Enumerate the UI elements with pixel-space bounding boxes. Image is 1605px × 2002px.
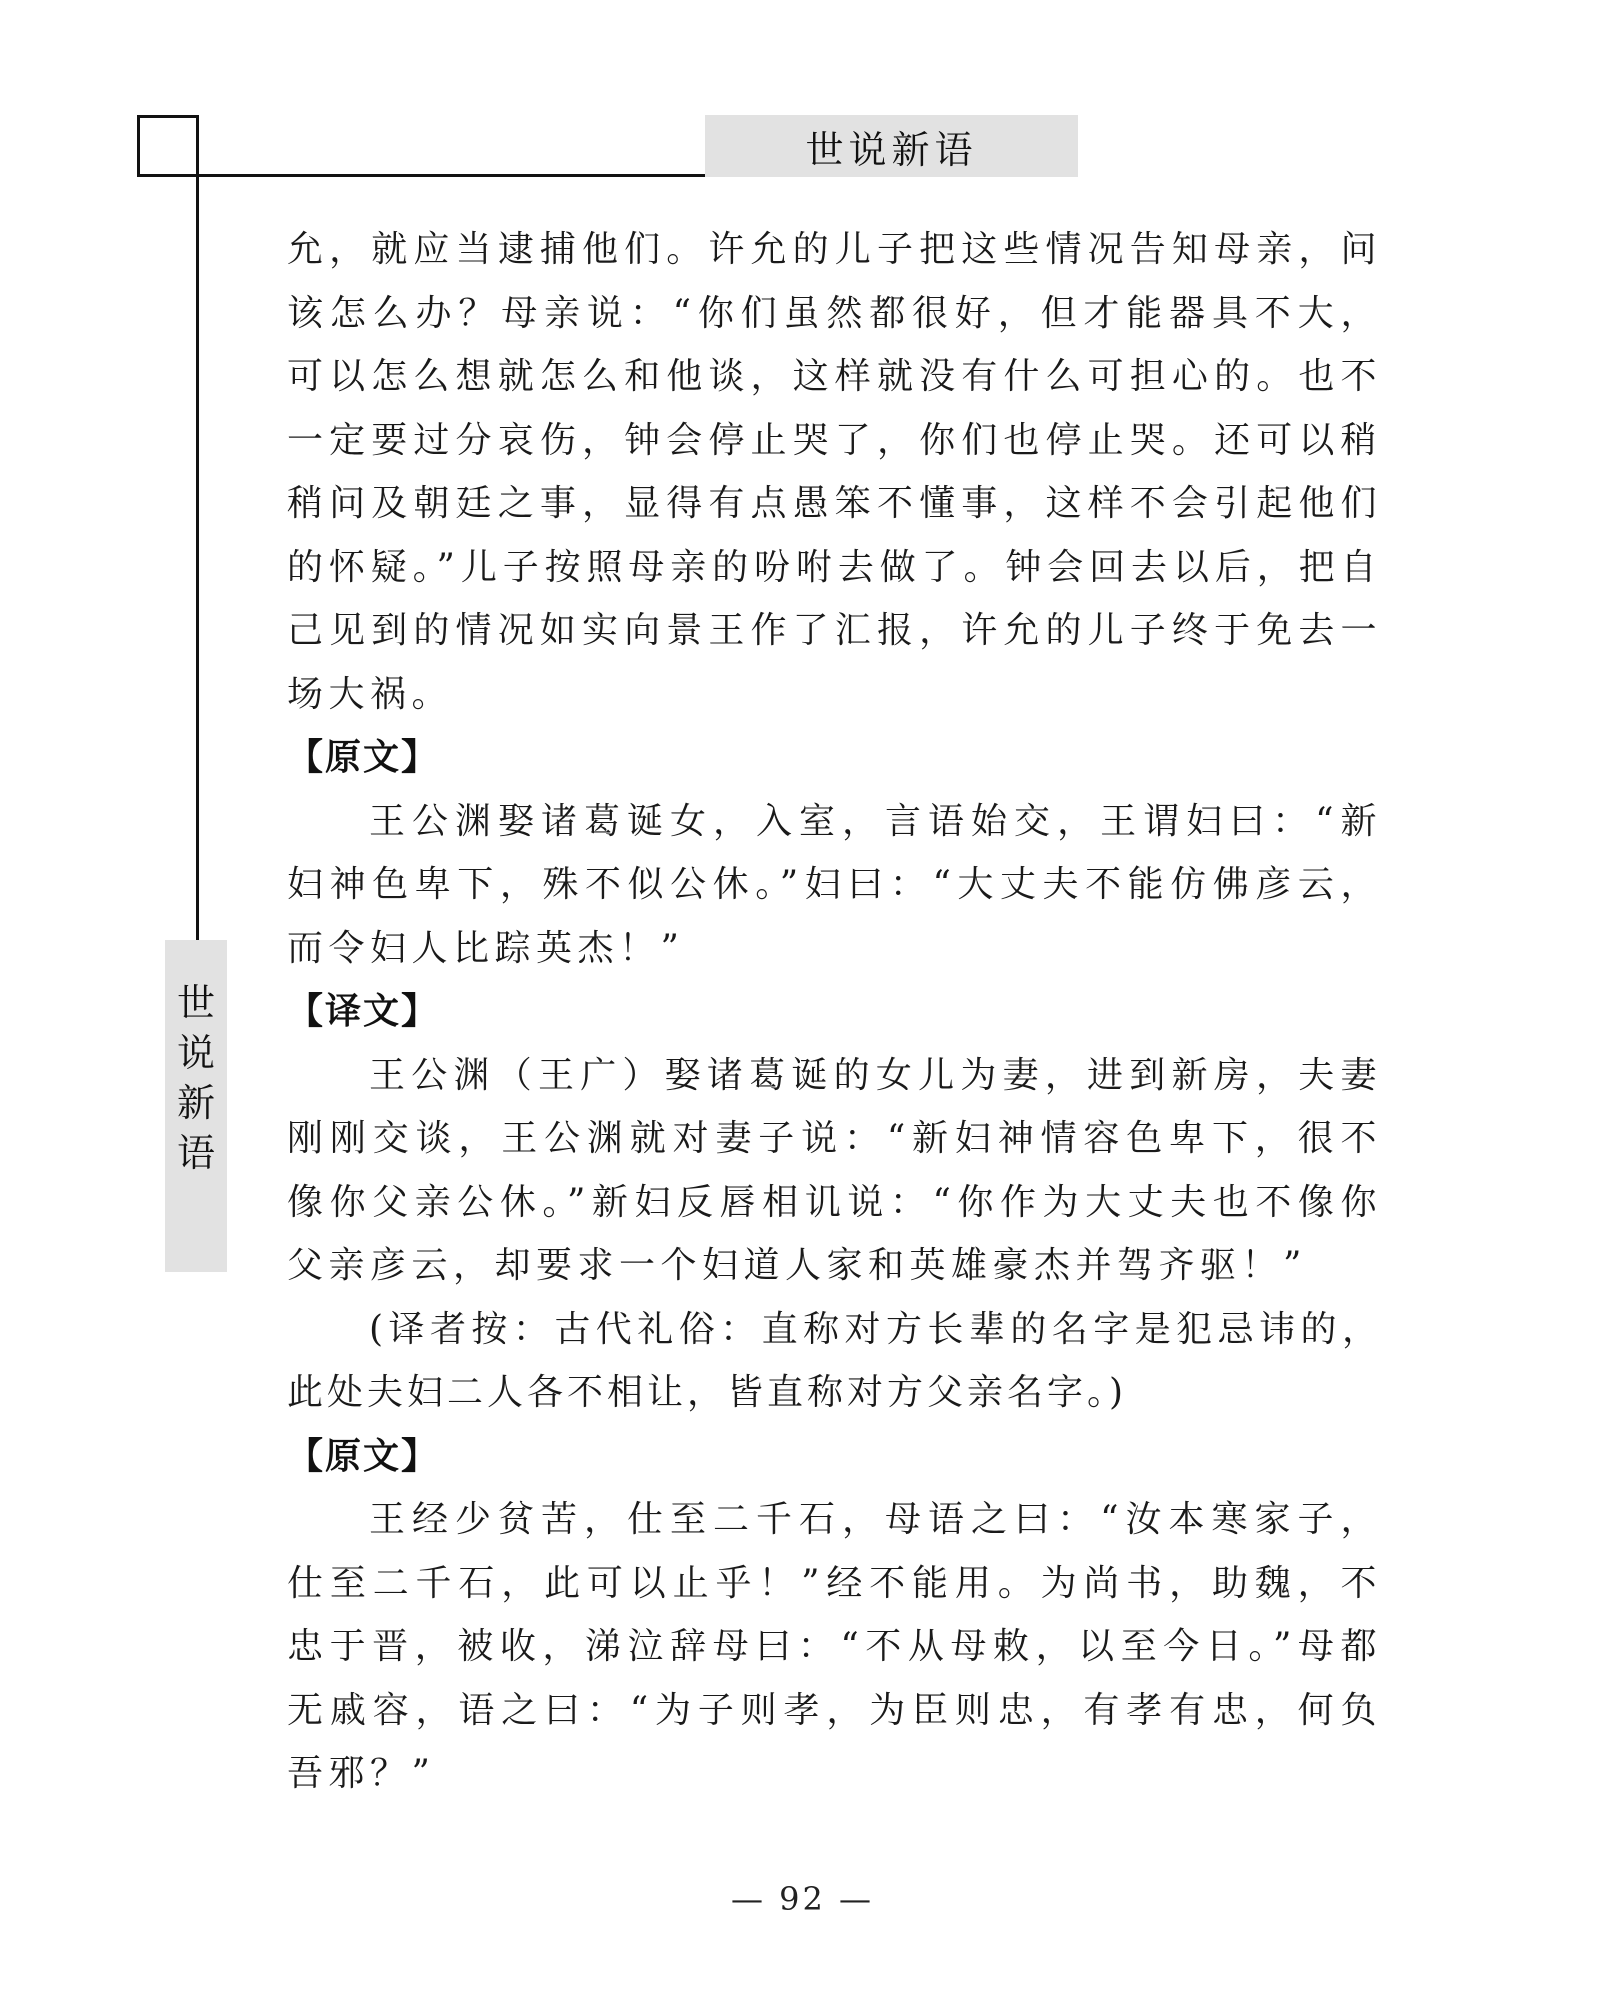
- translation-paragraph: 王公渊（王广）娶诸葛诞的女儿为妻，进到新房，夫妻刚刚交谈，王公渊就对妻子说：“新妇神情容色卑下，很不像你父亲公休。”新妇反唇相讥说：“你作为大丈夫也不像你父亲彦云，却要求一个妇道人家和英雄豪杰并驾齐驱！”: [287, 1054, 1382, 1286]
- margin-rule-vertical: [196, 115, 199, 940]
- main-text-column: [287, 218, 1382, 1806]
- original-text-paragraph: 王公渊娶诸葛诞女，入室，言语始交，王谓妇曰：“新妇神色卑下，殊不似公休。”妇曰：“大丈夫不能仿佛彦云，而令妇人比踪英杰！”: [287, 800, 1382, 969]
- original-text-paragraph-2: 王经少贫苦，仕至二千石，母语之曰：“汝本寒家子，仕至二千石，此可以止乎！”经不能用。为尚书，助魏，不忠于晋，被收，涕泣辞母曰：“不从母敕，以至今日。”母都无戚容，语之曰：“为子则孝，为臣则忠，有孝有忠，何负吾邪？”: [287, 1499, 1382, 1794]
- side-tab-char: 世: [176, 981, 215, 1025]
- original-text-label: 【原文】: [287, 737, 440, 778]
- header-rule-horizontal: [137, 174, 705, 177]
- side-tab-char: 语: [176, 1131, 215, 1175]
- continued-translation-paragraph: 允，就应当逮捕他们。许允的儿子把这些情况告知母亲，问该怎么办？母亲说：“你们虽然都很好，但才能器具不大，可以怎么想就怎么和他谈，这样就没有什么可担心的。也不一定要过分哀伤，钟会停止哭了，你们也停止哭。还可以稍稍问及朝廷之事，显得有点愚笨不懂事，这样不会引起他们的怀疑。”儿子按照母亲的吩咐去做了。钟会回去以后，把自己见到的情况如实向景王作了汇报，许允的儿子终于免去一场大祸。: [287, 229, 1382, 715]
- side-chapter-tab: [165, 940, 227, 1272]
- side-tab-char: 新: [176, 1081, 215, 1125]
- side-tab-char: 说: [176, 1031, 215, 1075]
- running-header-title: 世说新语: [705, 115, 1078, 177]
- original-text-label-2: 【原文】: [287, 1435, 440, 1477]
- corner-box-ornament: [137, 115, 199, 177]
- translation-label: 【译文】: [287, 991, 440, 1032]
- page-number: — 92 —: [730, 1880, 875, 1918]
- translator-note: (译者按：古代礼俗：直称对方长辈的名字是犯忌讳的，此处夫妇二人各不相让，皆直称对方父亲名字。): [287, 1308, 1382, 1413]
